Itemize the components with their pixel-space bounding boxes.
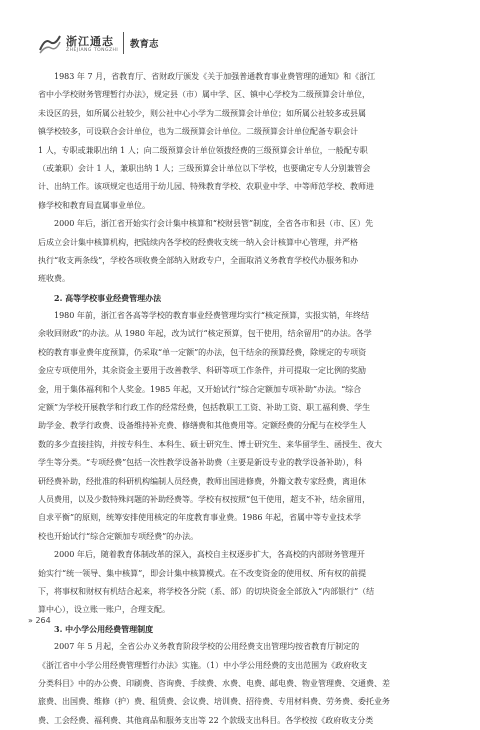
brand-title: 浙江通志 — [66, 35, 114, 48]
text-line: 2000 年后，随着教育体制改革的深入，高校自主权逐步扩大，各高校的内部财务管理开 — [54, 550, 365, 560]
text-line: 校也开始试行“综合定额加专项经费”的办法。 — [38, 531, 199, 541]
text-line: 校的教育事业费年度预算，仍采取“单一定额”的办法，包干结余的预算经费，除规定的专项资 — [38, 347, 367, 357]
page-footer — [28, 616, 51, 625]
text-line: 下，将事权和财权有机结合起来，将学校各分院（系、部）的切块资金全部放入“内部银行”（结 — [38, 586, 375, 596]
text-line: 未设区的县，如所属公社较少，则公社中心小学为二级预算会计单位；如所属公社较多或县属 — [38, 108, 366, 118]
section-heading: 3. 中小学公用经费管理制度 — [54, 623, 154, 634]
text-line: 旅费、出国费、维修（护）费、租赁费、会议费、培训费、招待费、专用材料费、劳务费、委托业务 — [38, 697, 390, 707]
text-line: 分类科目》中的办公费、印刷费、咨询费、手续费、水费、电费、邮电费、物业管理费、交通费、差 — [38, 678, 390, 688]
text-line: 1980 年前，浙江省各高等学校的教育事业经费管理均实行“核定预算，实报实销，年终结 — [54, 311, 369, 321]
text-line: 助学金、教学行政费、设备维持补充费、修缮费和其他费用等。定额经费的分配与在校学生人 — [38, 421, 366, 431]
text-line: 镇学校较多，可设联合会计单位，也为二级预算会计单位。二级预算会计单位配备专职会计 — [38, 127, 358, 137]
text-line: 班收费。 — [38, 274, 70, 284]
text-line: 后成立会计集中核算机构，把陆续内各学校的经费收支统一纳入会计核算中心管理，并严格 — [38, 237, 358, 247]
page-marker-icon: » — [28, 616, 36, 625]
text-line: 2000 年后，浙江省开始实行会计集中核算和“校财县管”制度，全省各市和县（市、区）先 — [54, 219, 374, 229]
text-line: 始实行“统一领导、集中核算”，即会计集中核算模式。在不改变资金的使用权、所有权的前提 — [38, 568, 367, 578]
text-line: 自求平衡”的原则，统筹安排使用核定的年度教育事业费。1986 年起，省属中等专业技术学 — [38, 513, 361, 523]
text-line: 2007 年 5 月起，全省公办义务教育阶段学校的公用经费支出管理均按省教育厅制定的 — [54, 642, 360, 652]
brand-subtitle: ZHEJIANG TONGZHI — [66, 48, 119, 53]
section-title: 教育志 — [130, 39, 159, 50]
text-line: 1 人，专职或兼职出纳 1 人；向二级预算会计单位领拨经费的三级预算会计单位，一般配专职 — [38, 145, 368, 155]
text-line: 计、出纳工作。该项规定也适用于幼儿园、特殊教育学校、农职业中学、中等师范学校、教师进 — [38, 182, 374, 192]
text-line: 定额”为学校开展教学和行政工作的经常经费，包括教职工工资、补助工资、职工福利费、学生 — [38, 403, 371, 413]
text-line: 《浙江省中小学公用经费管理暂行办法》实施。（1）中小学公用经费的支出范围为《政府收支 — [38, 660, 368, 670]
text-line: 金，用于集体福利和个人奖金。1985 年起，又开始试行“综合定额加专项补助”办法。“综合 — [38, 384, 362, 394]
text-line: 学生等分类。“专项经费”包括一次性教学设备补助费（主要是新设专业的教学设备补助），科 — [38, 458, 363, 468]
header-divider — [123, 32, 124, 54]
text-line: 研经费补助，经批准的科研机构编制人员经费，教师出国进修费，外籍文教专家经费，离退休 — [38, 476, 366, 486]
page-body — [38, 68, 448, 730]
page-number: 264 — [35, 616, 51, 625]
text-line: （或兼职）会计 1 人，兼职出纳 1 人；三级预算会计单位以下学校，也要确定专人分别兼管会 — [38, 163, 371, 173]
text-line: 人员费用，以及少数特殊问题的补助经费等。学校有权按照“包干使用，超支不补，结余留用， — [38, 494, 371, 504]
text-line: 1983 年 7 月，省教育厅、省财政厅颁发《关于加强普通教育事业费管理的通知》和《浙江 — [54, 72, 376, 81]
text-line: 省中小学校财务管理暂行办法》，规定县（市）属中学、区、镇中心学校为二级预算会计单位， — [38, 90, 370, 100]
text-line: 修学校和教育局直属事业单位。 — [38, 200, 150, 210]
text-line: 费、工会经费、福利费、其他商品和服务支出等 22 个款级支出科目。各学校按《政府收支分类 — [38, 715, 374, 725]
text-line: 算中心），设立账一账户，合理支配。 — [38, 605, 170, 615]
page-header — [38, 30, 448, 64]
text-line: 金应专项使用外，其余资金主要用于改善教学、科研等项工作条件，并可提取一定比例的奖励 — [38, 366, 366, 376]
section-heading: 2. 高等学校事业经费管理办法 — [54, 292, 162, 303]
text-line: 余收回财政”的办法。从 1980 年起，改为试行“核定预算，包干使用，结余留用”的办法。各学 — [38, 329, 372, 339]
zhejiang-tongzhi-logo — [38, 32, 62, 56]
text-line: 数的多少直接挂钩，并按专科生、本科生、硕士研究生、博士研究生、来华留学生、函授生、夜大 — [38, 439, 382, 449]
text-line: 执行“收支两条线”，学校各项收费全部纳入财政专户，全面取消义务教育学校代办服务和办 — [38, 255, 359, 265]
